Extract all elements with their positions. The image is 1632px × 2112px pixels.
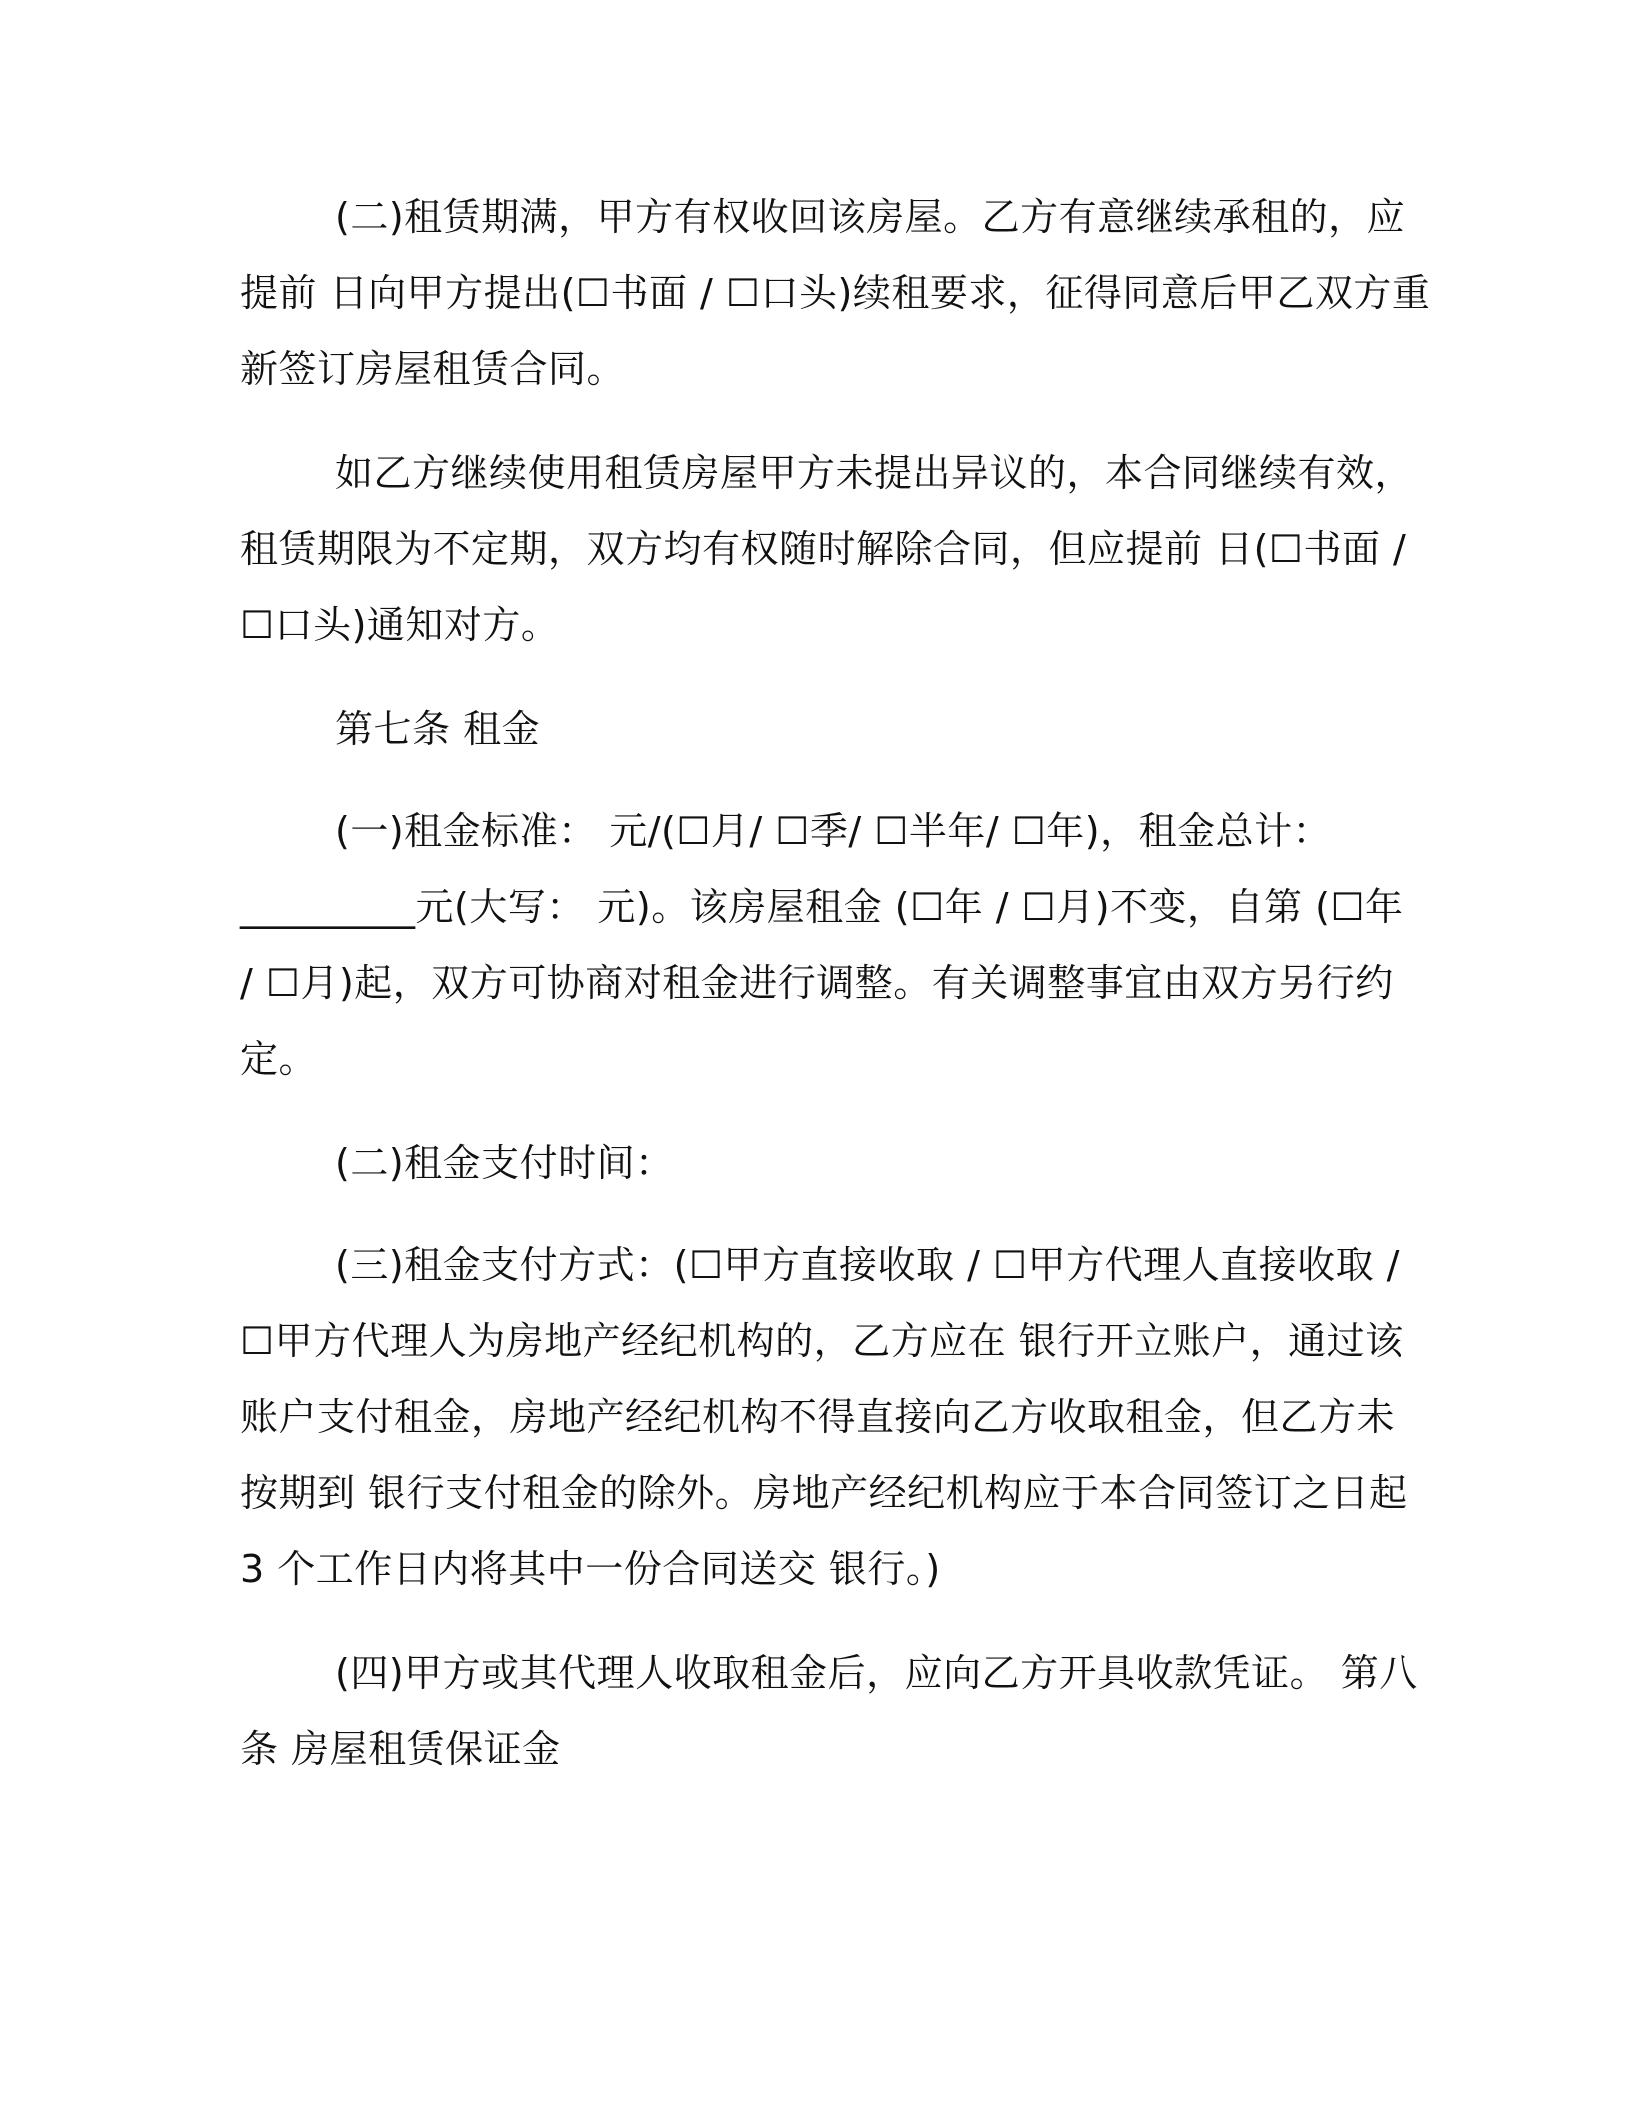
indefinite-term-line-1: 如乙方继续使用租赁房屋甲方未提出异议的，本合同继续有效， xyxy=(335,451,1414,495)
rent-payment-time: (二)租金支付时间： xyxy=(335,1141,674,1185)
rent-standard-line-4: 定。 xyxy=(240,1037,318,1081)
rent-standard-line-2: _________元(大写： 元)。该房屋租金 (☐年 / ☐月)不变，自第 (☐年 xyxy=(240,885,1404,929)
article-7-heading: 第七条 租金 xyxy=(335,707,541,751)
renewal-clause-line-1: (二)租赁期满，甲方有权收回该房屋。乙方有意继续承租的，应 xyxy=(335,195,1406,239)
receipt-clause-line-1: (四)甲方或其代理人收取租金后，应向乙方开具收款凭证。 第八 xyxy=(335,1651,1418,1695)
rent-payment-method-line-3: 账户支付租金，房地产经纪机构不得直接向乙方收取租金，但乙方未 xyxy=(240,1395,1396,1439)
indefinite-term-line-2: 租赁期限为不定期，双方均有权随时解除合同，但应提前 日(☐书面 / xyxy=(240,527,1407,571)
rent-payment-method-line-5: 3 个工作日内将其中一份合同送交 银行。) xyxy=(240,1547,941,1591)
rent-payment-method-line-4: 按期到 银行支付租金的除外。房地产经纪机构应于本合同签订之日起 xyxy=(240,1471,1408,1515)
article-8-heading: 条 房屋租赁保证金 xyxy=(240,1727,561,1771)
rent-payment-method-line-2: ☐甲方代理人为房地产经纪机构的，乙方应在 银行开立账户，通过该 xyxy=(240,1319,1404,1363)
rent-payment-method-line-1: (三)租金支付方式：(☐甲方直接收取 / ☐甲方代理人直接收取 / xyxy=(335,1243,1400,1287)
renewal-clause-line-2: 提前 日向甲方提出(☐书面 / ☐口头)续租要求，征得同意后甲乙双方重 xyxy=(240,271,1431,315)
indefinite-term-line-3: ☐口头)通知对方。 xyxy=(240,603,560,647)
renewal-clause-line-3: 新签订房屋租赁合同。 xyxy=(240,347,626,391)
rent-standard-line-3: / ☐月)起，双方可协商对租金进行调整。有关调整事宜由双方另行约 xyxy=(240,961,1394,1005)
rent-standard-line-1: (一)租金标准： 元/(☐月/ ☐季/ ☐半年/ ☐年)，租金总计： xyxy=(335,809,1332,853)
